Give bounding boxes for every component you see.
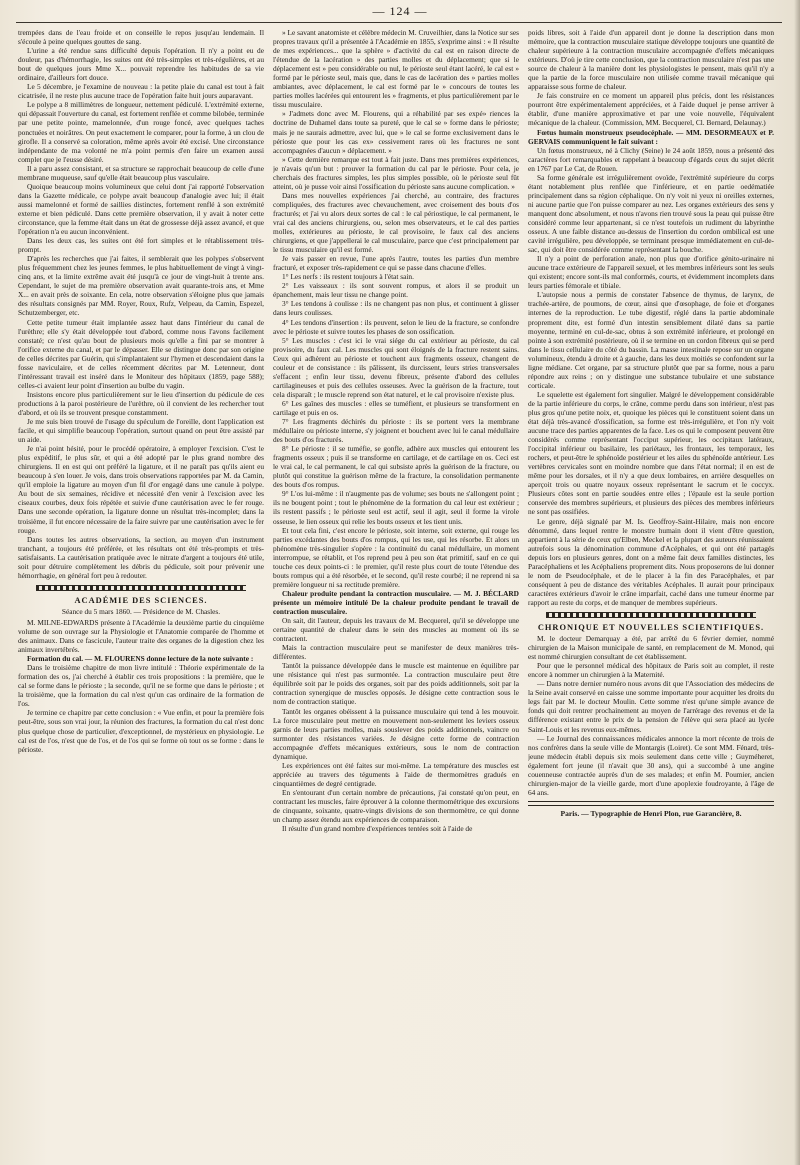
paragraph: 4° Les tendons d'insertion : ils peuvent, selon le lieu de la fracture, se confondre avec le périoste et suivre toutes les phases de son ossification. (273, 317, 519, 336)
paragraph-lead: Formation du cal. — M. FLOURENS donne lecture de la note suivante : (27, 654, 254, 664)
paragraph: D'après les recherches que j'ai faites, il semblerait que les polypes s'observent plus fréquemment chez les jeunes femmes, le plus habituellement de vingt à vingt-cinq ans, et la limite extrême avait été jusqu'à ce jour de vingt-huit à trente ans. Cependant, le sujet de ma première observation avait quarante-trois ans, et Mme X... en avait près de soixante. En cela, notre observation s'éloigne plus que jamais des résultats consignés par MM. Royer, Roux, Rufz, Velpeau, da Camin, Espezel, Schutzemberger, etc. (18, 254, 264, 318)
paragraph: — Le Journal des connaissances médicales annonce la mort récente de trois de nos confrères dans la seule ville de Montargis (Loiret). Ce sont MM. Fénard, très-jeune médecin établi depuis six mois seulement dans cette ville ; Guyméheret, également fort jeune (il n'avait que 30 ans), qui a succombé à une angine couenneuse contractée auprès d'un de ses malades; et enfin M. Poumier, ancien chirurgien-major de la vieille garde, mort d'une apoplexie foudroyante, à l'âge de 64 ans. (528, 733, 774, 797)
paragraph: 9° L'os lui-même : il n'augmente pas de volume; ses bouts ne s'allongent point ; ils ne bougent point ; tout le phénomène de la formation du cal leur est extérieur ; ils restent passifs ; le périoste seul est actif, seul il agit, seul il forme la virole osseuse, le lien osseux qui relie les bouts osseux et les tient unis. (273, 489, 519, 526)
paragraph: Dans les deux cas, les suites ont été fort simples et le rétablissement très-prompt. (18, 236, 264, 255)
paragraph: Il a paru assez consistant, et sa structure se rapprochait beaucoup de celle d'une membrane muqueuse, sauf qu'elle était beaucoup plus vasculaire. (18, 163, 264, 182)
paragraph: En s'entourant d'un certain nombre de précautions, j'ai constaté qu'on peut, en contractant les muscles, faire éprouver à la colonne thermométrique des excursions de cinquante, soixante, quatre-vingts divisions de son thermomètre, ce qui donne un champ assez étendu aux expériences de comparaison. (273, 787, 519, 825)
paragraph: Le 5 décembre, je l'examine de nouveau : la petite plaie du canal est tout à fait cicatrisée, il ne reste plus aucune trace de l'opération faite huit jours auparavant. (18, 82, 264, 101)
column-3 (528, 28, 774, 1152)
paragraph: Le squelette est également fort singulier. Malgré le développement considérable de la partie inférieure du corps, le crâne, comme perdu dans son intérieur, n'est pas plus gros qu'une petite noix, et, quoique les pièces qui le constituent soient dans un état déjà très-avancé d'ossification, sa forme est très-irrégulière, et l'on n'y voit aucune trace des parties apparentes de la face. Les os qui le composent peuvent être considérés comme représentant l'occiput supérieur, les occipitaux latéraux, l'occipital inférieur ou basilaire, les pariétaux, les frontaux, les temporaux, les rochers, et peut-être le sphénoïde postérieur et les ailes du sphénoïde antérieur. Les vertèbres cervicales sont en moindre nombre que dans l'état normal; il en est de même pour les dorsales, et il n'y a que deux lombaires, en arrière desquelles on aperçoit trois ou quatre noyaux osseux représentant le sacrum et le coccyx. Plusieurs côtes sont en partie soudées entre elles ; l'épaule est la seule portion conservée des membres supérieurs, et plusieurs des pièces des membres inférieurs ne sont pas ossifiées. (528, 389, 774, 517)
paragraph: Cette petite tumeur était implantée assez haut dans l'intérieur du canal de l'urèthre; elle s'y était développée tout d'abord, comme nous l'avons facilement constaté; ce n'est qu'au bout de plusieurs mois qu'elle a fini par se montrer à l'orifice externe du canal, et par le dépasser. Elle se distingue donc par son origine de celles décrites par Guérin, qui s'implantaient sur l'hymen et descendaient dans la fosse naviculaire, et de celles récemment décrites par M. Letenneur, dont l'intéressant travail est inséré dans le Moniteur des hôpitaux (1859, page 588); celles-ci avaient leur point d'insertion au bulbe du vagin. (18, 317, 264, 390)
paragraph: » J'admets donc avec M. Flourens, qui a réhabilité par ses expé» riences la doctrine de Duhamel dans toute sa pureté, que le cal se » forme dans le périoste; mais je ne saurais admettre, avec lui, que » le cal se forme exclusivement dans le périoste que pour les cas ex» cessivement rares où les fractures ne sont accompagnées d'aucun » déplacement. » (273, 109, 519, 155)
ornamental-divider (36, 585, 246, 591)
footer-rule (528, 801, 774, 806)
paragraph: Et tout cela fini, c'est encore le périoste, soit interne, soit externe, qui rouge les parties excédantes des bouts d'os rompus, qui les use, qui les résorbe. Et alors un phénomène très-singulier s'opère : la continuité du canal médullaire, un moment interrompue, se rétablit, et l'os reprend peu à peu son état primitif, sauf en ce qui touche ces deux points-ci : le premier, qu'il reste plus court de toute l'étendue des bouts rompus qui a été résorbée, et le second, qu'il reste courbé; il ne reprend ni sa première longueur ni sa rectitude première. (273, 525, 519, 589)
paragraph: Le genre, déjà signalé par M. Is. Geoffroy-Saint-Hilaire, mais non encore dénommé, dans lequel rentre le monstre humain dont il vient d'être question, appartient à la série de ceux qu'Elben, Meckel et la plupart des auteurs réunissaient autrefois sous la dénomination commune d'Acéphales, et qui ont été partagés depuis lors en plusieurs genres, dont on a même fait deux familles distinctes, les Paracéphaliens et les Acéphaliens proprement dits. Nous proposerons de lui donner le nom de Pseudocéphale, et de le placer à la fin des Paracéphales, et par conséquent à peu de distance des véritables Acéphales. Il aurait pour principaux caractères extérieurs d'avoir le crâne imparfait, caché dans une tumeur énorme par rapport au reste du corps, et de manquer de membres supérieurs. (528, 516, 774, 607)
paragraph: On sait, dit l'auteur, depuis les travaux de M. Becquerel, qu'il se développe une certaine quantité de chaleur dans le sein des muscles au moment où ils se contractent. (273, 616, 519, 644)
paragraph: Tantôt la puissance développée dans le muscle est maintenue en équilibre par une résistance qui n'est pas surmontée. La contraction musculaire peut être équilibrée soit par le poids des organes, soit par des poids additionnels, soit par la contraction synergique de muscles opposés. Je désigne cette contraction sous le nom de contraction statique. (273, 661, 519, 707)
paragraph: » Cette dernière remarque est tout à fait juste. Dans mes premières expériences, je n'avais qu'un but : prouver la formation du cal par le périoste. Pour cela, je cherchais des fractures simples, les plus simples possible, où le périoste seul fût atteint, où je pusse voir ainsi l'ossification du périoste sans aucune complication. » (273, 154, 519, 191)
paragraph: Je termine ce chapitre par cette conclusion : « Vue enfin, et pour la première fois peut-être, sous son vrai jour, la réunion des fractures, la formation du cal n'est donc plus quelque chose de particulier, d'exceptionnel, de mystérieux en physiologie. Le cal est de l'os, n'est que de l'os, et de l'os qui se forme où tout os se forme : dans le périoste. (18, 708, 264, 754)
paragraph: Sa forme générale est irrégulièrement ovoïde, l'extrémité supérieure du corps étant notablement plus renflée que l'inférieure, et en partie oedématiée principalement dans sa région céphalique. On n'y voit ni yeux ni oreilles externes, ni aucune partie que l'on puisse comparer au nez. Les organes extérieurs des sens y manquent donc absolument, et nous n'avons rien trouvé sous la peau qui puisse être considéré comme leur appartenant, si ce n'est toutefois un rudiment du labyrinthe osseux. A une faible distance au-dessus de l'insertion du cordon ombilical est une cavité irrégulière, peu développée, se terminant presque immédiatement en cul-de-sac, qui doit être considérée comme représentant la bouche. (528, 172, 774, 255)
paragraph: Je fais construire en ce moment un appareil plus précis, dont les résistances pourront être expérimentalement appréciées, et à l'aide duquel je pense arriver à établir, d'une manière approximative et par une voie nouvelle, l'équivalent mécanique de la chaleur. (Commission, MM. Becquerel, Cl. Bernard, Delaunay.) (528, 91, 774, 128)
paragraph: 5° Les muscles : c'est ici le vrai siége du cal extérieur au périoste, du cal provisoire, du faux cal. Les muscles qui sont éloignés de la fracture restent sains. Ceux qui adhèrent au périoste et touchent aux fragments osseux, changent de couleur et de consistance : ils pâlissent, ils durcissent, leurs stries transversales s'effacent ; enfin leur tissu, devenu fibreux, présente d'abord des cellules cartilagineuses et puis des cellules osseuses. Avec la guérison de la fracture, tout cela disparaît ; le muscle reprend son état naturel, et le cal provisoire n'existe plus. (273, 335, 519, 399)
paragraph-lead: Chaleur produite pendant la contraction musculaire. — M. J. BÉCLARD présente un mémoire intitulé De la chaleur produite pendant le travail de contraction musculaire. (273, 588, 519, 616)
section-title-academy: ACADÉMIE DES SCIENCES. (74, 595, 208, 605)
paragraph: M. MILNE-EDWARDS présente à l'Académie la deuxième partie du cinquième volume de son ouvrage sur la Physiologie et l'Anatomie comparée de l'homme et des animaux. Dans ce fascicule, l'auteur traite des organes de la digestion chez les animaux invertébrés. (18, 617, 264, 655)
page-edge-shadow (794, 0, 800, 1165)
paragraph: L'autopsie nous a permis de constater l'absence de thymus, de larynx, de trachée-artère, de poumons, de cœur, ainsi que d'œsophage, de foie et d'organes internes de la reproduction. Le tube digestif, réglé dans la partie abdominale proprement dite, est formé d'un intestin sensiblement dilaté dans sa partie moyenne, terminé en cul-de-sac, obtus à son extrémité inférieure, et prolongé en pointe à son extrémité postérieure, où il se termine en un cordon fibreux qui se perd dans le tissu cellulaire du côté du bassin. La masse intestinale repose sur un organe volumineux, étendu à droite et à gauche, dans les deux moitiés se confondent sur la ligne médiane. Cet organe, par sa structure plutôt que par sa forme, nous a paru répondre aux reins ; on y distingue une substance tubulaire et une substance corticale. (528, 290, 774, 390)
header-rule (16, 22, 782, 23)
section-title-chronicle: CHRONIQUE ET NOUVELLES SCIENTIFIQUES. (537, 623, 765, 632)
paragraph: Dans le troisième chapitre de mon livre intitulé : Théorie expérimentale de la formation des os, j'ai cherché à établir ces trois propositions : la première, que le cal se forme dans le périoste ; la seconde, qu'il ne se forme que dans le périoste ; et la troisième, que la formation du cal n'est qu'un cas ordinaire de la formation de l'os. (18, 663, 264, 709)
paragraph-lead: Fœtus humain monstrueux pseudocéphale. — MM. DESORMEAUX et P. GERVAIS communiquent le fait suivant : (528, 127, 774, 146)
paragraph: Je vais passer en revue, l'une après l'autre, toutes les parties d'un membre fracturé, et exposer très-rapidement ce qui se passe dans chacune d'elles. (273, 254, 519, 273)
paragraph: 7° Les fragments déchirés du périoste : ils se portent vers la membrane médullaire ou périoste interne, s'y joignent et bouchent avec lui le canal médullaire des bouts d'os fracturés. (273, 417, 519, 445)
column-2 (273, 28, 519, 1152)
paragraph: poids libres, soit à l'aide d'un appareil dont je donne la description dans mon mémoire, que la contraction musculaire statique développe toujours une quantité de chaleur supérieure à la contraction musculaire accompagnée d'effets mécaniques extérieurs. D'où je tire cette conclusion, que la contraction musculaire n'est pas une source de chaleur à la manière dont les physiologistes le pensent, mais qu'il n'y a que la partie de la force musculaire non utilisée comme travail mécanique qui apparaisse sous forme de chaleur. (528, 28, 774, 92)
paragraph: Tantôt les organes obéissent à la puissance musculaire qui tend à les mouvoir. La force musculaire peut mettre en mouvement non-seulement les leviers osseux garnis de leurs parties molles, mais souslever des poids additionnels, vaincre ou surmonter des résistances variées. Je désigne cette forme de contraction accompagnée d'effets mécaniques extérieurs, sous le nom de contraction dynamique. (273, 706, 519, 761)
paragraph: 3° Les tendons à coulisse : ils ne changent pas non plus, et continuent à glisser dans leurs coulisses. (273, 299, 519, 318)
paragraph: Il n'y a point de perforation anale, non plus que d'orifice génito-urinaire ni aucune trace extérieure de l'appareil sexuel, et les membres inférieurs sont les seuls qui existent; encore sont-ils mal conformés, courts, et évidemment incomplets dans leurs parties fémorale et tibiale. (528, 254, 774, 291)
paragraph: L'urine a été rendue sans difficulté depuis l'opération. Il n'y a point eu de douleur, pas d'hémorrhagie, les suites ont été très-simples et très-régulières, et au bout de quelques jours Mme X... pouvait reprendre les habitudes de sa vie ordinaire, d'ailleurs fort douce. (18, 46, 264, 83)
paragraph: trempées dans de l'eau froide et on conseille le repos jusqu'au lendemain. Il s'écoule à peine quelques gouttes de sang. (18, 28, 264, 47)
ornamental-divider (546, 612, 756, 618)
paragraph: 2° Les vaisseaux : ils sont souvent rompus, et alors il se produit un épanchement, mais leur tissu ne change point. (273, 281, 519, 300)
paragraph: — Dans notre dernier numéro nous avons dit que l'Association des médecins de la Seine avait conservé en caisse une somme importante pour acquitter les droits du legs fait par M. le docteur Moulin. Cette somme n'est qu'une simple avance de fonds qui doit rentrer prochainement au moyen de l'arrérage des revenus et de la différence existant entre le prix de la pension de l'élève qui sera placé au lycée Saint-Louis et les revenus eux-mêmes. (528, 679, 774, 734)
paragraph: 1° Les nerfs : ils restent toujours à l'état sain. (282, 272, 414, 282)
page-number: — 124 — (372, 4, 428, 18)
paragraph: Je me suis bien trouvé de l'usage du spéculum de l'oreille, dont l'application est facile, et qui simplifie beaucoup l'opération, surtout quand on peut être assisté par un aide. (18, 417, 264, 445)
paragraph: Un fœtus monstrueux, né à Clichy (Seine) le 24 août 1859, nous a présenté des caractères fort remarquables et rappelant à beaucoup d'égards ceux du sujet décrit en 1767 par Le Cat, de Rouen. (528, 145, 774, 173)
paragraph: Les expériences ont été faites sur moi-même. La température des muscles est appréciée au travers des téguments à l'aide de thermomètres gradués en cinquantièmes de degré centigrade. (273, 760, 519, 788)
paragraph: Le polype a 8 millimètres de longueur, nettement pédiculé. L'extrémité externe, qui dépassait l'ouverture du canal, est fortement renflée et comme bilobée, terminée par une petite pointe, mamelonnée, d'un rouge foncé, avec quelques taches ponctuées et noirâtres. On peut exactement le comparer, pour la forme, à un clou de girofle. Il a conservé sa coloration, même après avoir été excisé. Une circonstance indépendante de ma volonté ne m'a point permis d'en faire un examen aussi complet que je l'eusse désiré. (18, 100, 264, 164)
paragraph: Pour que le personnel médical des hôpitaux de Paris soit au complet, il reste encore à nommer un chirurgien à la Maternité. (528, 661, 774, 680)
paragraph: 6° Les gaînes des muscles : elles se tuméfient, et plusieurs se transforment en cartilage et puis en os. (273, 398, 519, 417)
printer-imprint: Paris. — Typographie de Henri Plon, rue Garancière, 8. (560, 808, 742, 818)
paragraph: Quoique beaucoup moins volumineux que celui dont j'ai rapporté l'observation dans la Gazette médicale, ce polype avait beaucoup d'analogie avec lui; il était aussi mamelonné et formé de saillies distinctes, fortement renflé à son extrémité externe et bien pédiculé. Dans cette première observation, il y avait à noter cette circonstance, que la femme était dans un état de grossesse déjà assez avancé, et que l'opération n'a eu aucun inconvénient. (18, 181, 264, 237)
paragraph: Dans mes nouvelles expériences j'ai cherché, au contraire, des fractures compliquées, des fractures avec chevauchement, avec croisement des bouts d'os fracturés; et j'ai vu alors deux sortes de cal : le cal périostique, le cal permanent, le vrai cal des anciens chirurgiens, ou, selon mes observateurs, et le cal des parties molles, extérieures au périoste, le cal provisoire, le faux cal des anciens chirurgiens, et que j'appellerai le cal musculaire, parce que c'est principalement par le tissu musculaire qu'il est formé. (273, 190, 519, 255)
paragraph: Dans toutes les autres observations, la section, au moyen d'un instrument tranchant, a toujours été préférée, et les résultats ont été très-prompts et très-satisfaisants. La cautérisation pratiquée avec le nitrate d'argent a toujours été utile, soit pour détruire complètement les débris du pédicule, soit pour prévenir une hémorrhagie, en général fort peu à redouter. (18, 534, 264, 580)
paragraph: Je n'ai point hésité, pour le procédé opératoire, à employer l'excision. C'est le plus expéditif, le plus sûr, et qui a été adopté par le plus grand nombre des chirurgiens. Il en est qui ont préféré la ligature, et il ne paraît pas qu'ils aient eu beaucoup à s'en louer. Je vois, dans trois observations rapportées par M. da Camin, qu'il emploie la ligature au moyen d'un fil d'or engagé dans une canule à polype. Au bout de six semaines, récidive et nécessité d'en venir à l'excision avec les ciseaux courbes, deux fois répétée et suivie d'une cautérisation avec le fer rouge. Dans une seconde opération, la ligature donne un résultat très-incomplet; dans la troisième, il fut encore nécessaire de la faire suivre par une cautérisation avec le fer rouge. (18, 444, 264, 535)
paragraph: » Le savant anatomiste et célèbre médecin M. Cruveilhier, dans la Notice sur ses propres travaux qu'il a présentée à l'Académie en 1855, s'exprime ainsi : « Il résulte de mes expériences... que la sphère » d'activité du cal est en raison directe de l'étendue de la lacération » des parties molles et du déplacement; que si le déplacement est » peu considérable ou nul, le périoste seul étant lacéré, le cal est » formé par le périoste seul, mais que, dans le cas de lacération des » parties molles ambiantes, avec déplacement, le cal est formé par le » concours de toutes les parties molles lacérées qui entourent les » fragments, et plus particulièrement par le tissu musculaire. (273, 28, 519, 110)
paragraph: 8° Le périoste : il se tuméfie, se gonfle, adhère aux muscles qui entourent les fragments osseux ; puis il se transforme en cartilage, et de cartilage en os. Ceci est le vrai cal, le cal permanent, le cal qui subsiste après la guérison de la fracture, ou plutôt qui constitue la guérison même de la fracture, la consolidation permanente des bouts d'os rompus. (273, 444, 519, 490)
paragraph: M. le docteur Demarquay a été, par arrêté du 6 février dernier, nommé chirurgien de la Maison municipale de santé, en remplacement de M. Monod, qui est nommé chirurgien consultant de cet établissement. (528, 634, 774, 662)
paragraph: Mais la contraction musculaire peut se manifester de deux manières très-différentes. (273, 643, 519, 662)
column-1 (18, 28, 264, 1152)
paragraph: Il résulte d'un grand nombre d'expériences tentées soit à l'aide de (282, 824, 473, 834)
paragraph: Insistons encore plus particulièrement sur le lieu d'insertion du pédicule de ces productions à la paroi postérieure de l'urèthre, où il convient de les rechercher tout d'abord, et où ils se trouvent presque constamment. (18, 389, 264, 417)
session-line: Séance du 5 mars 1860. — Présidence de M. Chasles. (61, 606, 221, 616)
